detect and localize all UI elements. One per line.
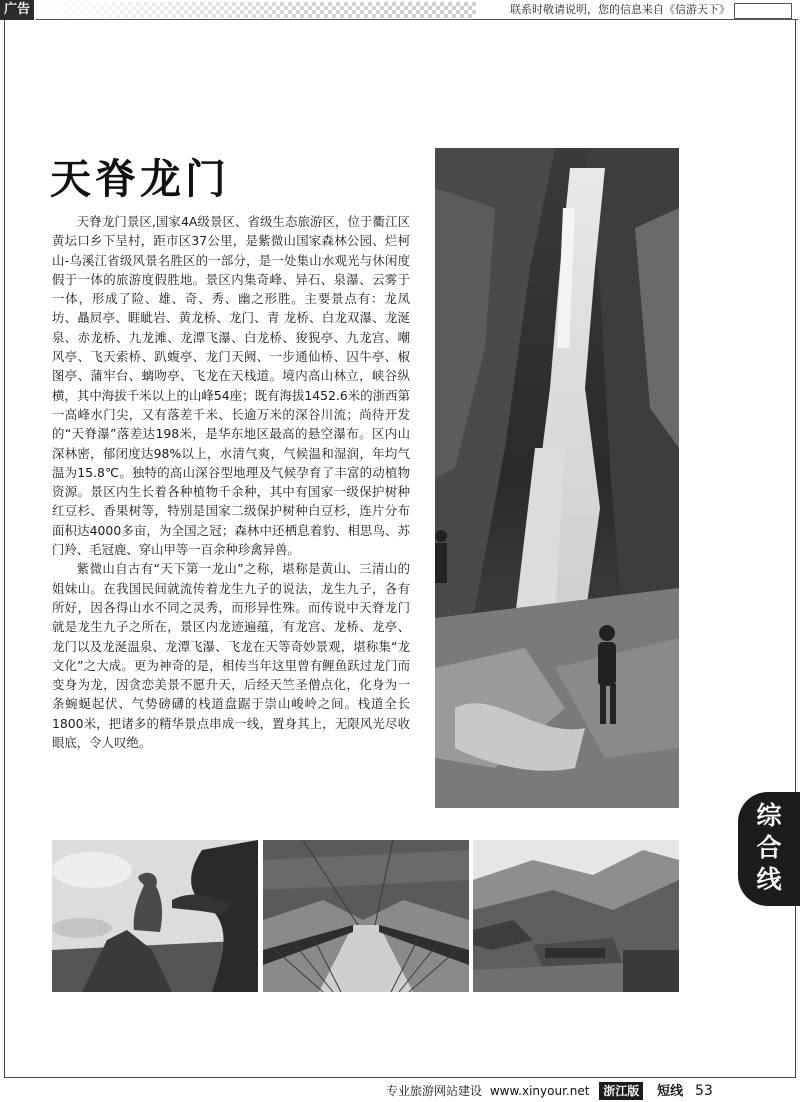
edition-badge: 浙江版	[599, 1082, 643, 1100]
article-paragraph: 天脊龙门景区,国家4A级景区、省级生态旅游区，位于衢江区黄坛口乡下呈村，距市区37公里，是紫微山国家森林公园、烂柯山-乌溪江省级风景名胜区的一部分，是一处集山水观光与休闲度假于一体的旅游度假胜地。景区内集奇峰、异石、泉瀑、云雾于一体，形成了险、雄、奇、秀、幽之形胜。主要景点有：龙凤坊、贔屃亭、睚眦岩、黄龙桥、龙门、青 龙桥、白龙双瀑、龙涎泉、赤龙桥、九龙滩、龙潭飞瀑、白龙桥、狻猊亭、九龙宫、嘲风亭、飞天索桥、趴蝮亭、龙门天阙、一步通仙桥、囚牛亭、椒图亭、蒲牢台、螭吻亭、飞龙在天栈道。境内高山林立，峡谷纵横，其中海拔千米以上的山峰54座；既有海拔1452.6米的浙西第一高峰水门尖，又有落差千米、长逾万米的深谷川流；尚待开发的“天脊瀑”落差达198米，是华东地区最高的悬空瀑布。区内山深林密，郁闭度达98%以上，水清气爽，气候温和湿润，年均气温为15.8℃。独特的高山深谷型地理及气候孕育了丰富的动植物资源。景区内生长着各种植物千余种，其中有国家一级保护树种红豆杉、香果树等，特别是国家二级保护树种白豆杉，连片分布面积达4000多亩，为全国之冠；森林中还栖息着豹、相思鸟、苏门羚、毛冠鹿、穿山甲等一百余种珍禽异兽。	[52, 214, 410, 558]
stone-pillar-photo	[52, 840, 258, 992]
page-number: 53	[694, 1083, 713, 1099]
article-paragraph: 紫微山自古有“天下第一龙山”之称，堪称是黄山、三清山的姐妹山。在我国民间就流传着龙生九子的说法，龙生九子，各有所好，因各得山水不同之灵秀，而形异性殊。而传说中天脊龙门就是龙生九子之所在，景区内龙迹遍蕴，有龙宫、龙桥、龙亭、龙门以及龙涎温泉、龙潭飞瀑、飞龙在天等奇妙景观，堪称集“龙文化”之大成。更为神奇的是，相传当年这里曾有鲤鱼跃过龙门而变身为龙，因贪恋美景不愿升天，后经天竺圣僧点化，化身为一条蜿蜒起伏、气势磅礴的栈道盘踞于崇山峻岭之间。栈道全长1800米，把诸多的精华景点串成一线，置身其上，无限风光尽收眼底，令人叹绝。	[52, 561, 410, 751]
header-notice: 联系时敬请说明，您的信息来自《信游天下》	[510, 3, 730, 16]
footer-url[interactable]: www.xinyour.net	[489, 1084, 590, 1098]
waterfall-photo	[435, 148, 679, 808]
footer-slogan: 专业旅游网站建设	[386, 1084, 483, 1098]
section-tab	[738, 792, 800, 906]
section-tab-char: 线	[756, 865, 782, 894]
footer-section: 短线	[657, 1084, 684, 1099]
header-pattern	[36, 2, 476, 18]
village-plaque-photo	[473, 840, 679, 992]
section-tab-char: 综	[756, 801, 782, 830]
page-footer	[386, 1081, 713, 1101]
brand-logo	[734, 3, 792, 19]
section-tab-char: 合	[756, 833, 782, 862]
suspension-bridge-photo	[263, 840, 469, 992]
ad-label: 广告	[0, 0, 34, 20]
article-title: 天脊龙门	[50, 155, 230, 203]
article-body	[52, 212, 410, 752]
top-bar	[0, 0, 800, 20]
